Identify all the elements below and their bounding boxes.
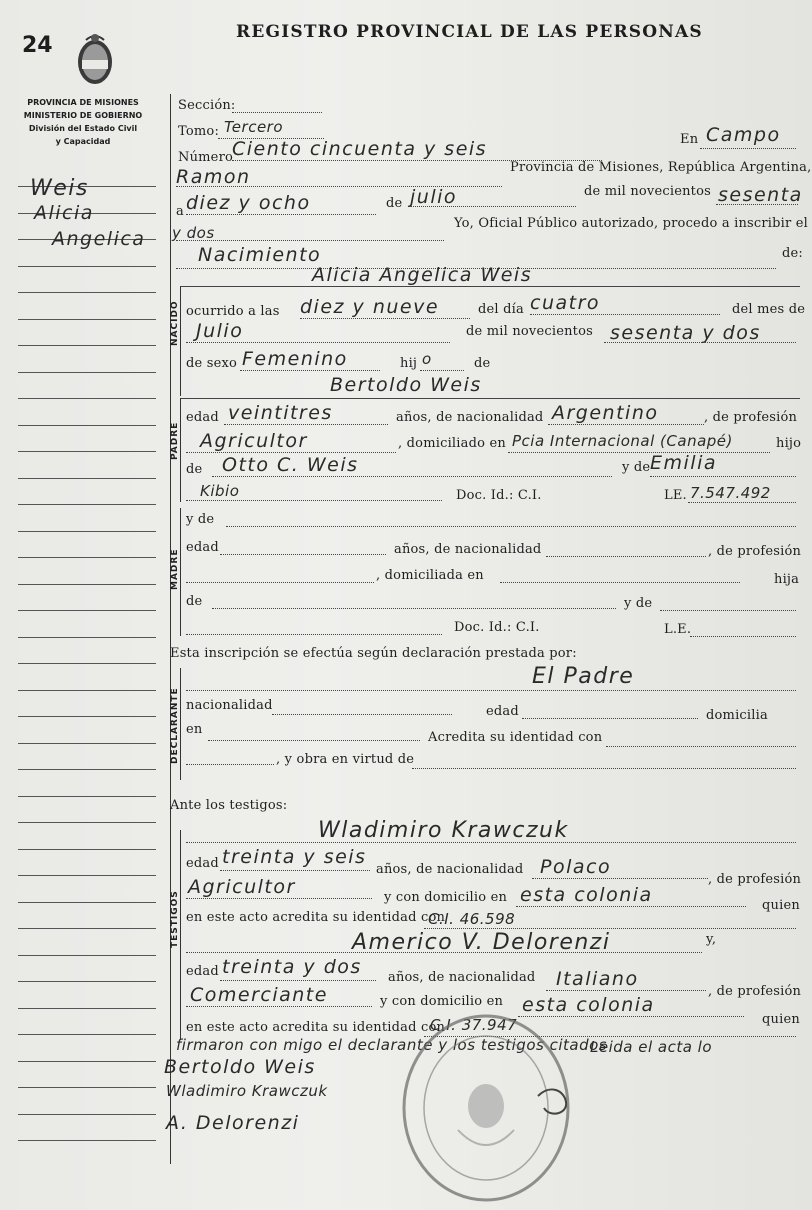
witness-1-profession: Agricultor <box>188 876 296 898</box>
margin-rule <box>18 1087 156 1088</box>
margin-rule <box>18 372 156 373</box>
issuing-authority <box>8 96 158 148</box>
margin-given-name-1: Alicia <box>34 202 94 224</box>
section-nacido-label: NACIDO <box>170 300 180 346</box>
madre-le-label: L.E. <box>664 622 692 637</box>
de-colon: de: <box>782 246 803 261</box>
closing-line: firmaron con migo el declarante y los testigos citados <box>176 1036 608 1054</box>
a-label: a <box>176 204 184 219</box>
birth-year-value: sesenta y dos <box>610 322 761 344</box>
declarante-en-label: en <box>186 722 203 737</box>
del-dia-label: del día <box>478 302 524 317</box>
section-declarante-label: DECLARANTE <box>170 687 180 764</box>
madre-dom-label: , domiciliada en <box>376 568 484 583</box>
madre-y-de2-label: y de <box>624 596 653 611</box>
margin-rule <box>18 345 156 346</box>
w2-edad-label: edad <box>186 964 219 979</box>
margin-rule <box>18 425 156 426</box>
tomo-value: Tercero <box>224 118 284 136</box>
w1-quien-label: quien <box>762 898 800 913</box>
document-title: REGISTRO PROVINCIAL DE LAS PERSONAS <box>236 22 703 42</box>
margin-surname: Weis <box>30 176 89 201</box>
de-label: de <box>386 196 403 211</box>
year-value-2: y dos <box>172 224 215 242</box>
margin-rule <box>18 822 156 823</box>
margin-rule <box>18 266 156 267</box>
margin-rule <box>18 1008 156 1009</box>
sexo-label: de sexo <box>186 356 238 371</box>
father-name-value: Bertoldo Weis <box>330 374 482 396</box>
margin-rule <box>18 1140 156 1141</box>
margin-rule <box>18 955 156 956</box>
mes-label: del mes de <box>732 302 806 317</box>
margin-rule <box>18 319 156 320</box>
numero-label: Número <box>178 150 234 165</box>
margin-rule <box>18 875 156 876</box>
margin-rule <box>18 531 156 532</box>
numero-value: Ciento cincuenta y seis <box>232 138 488 160</box>
w2-acredita-label: en este acto acredita su identidad con <box>186 1020 446 1035</box>
sexo-value: Femenino <box>242 348 348 370</box>
witness-1-age: treinta y seis <box>222 846 367 868</box>
margin-rule <box>18 398 156 399</box>
margin-rule <box>18 981 156 982</box>
seccion-label: Sección: <box>178 98 236 113</box>
margin-rule <box>18 796 156 797</box>
declarante-edad-label: edad <box>486 704 519 719</box>
signature-witness-1: Wladimiro Krawczuk <box>166 1082 328 1100</box>
padre-de-label: de <box>186 462 203 477</box>
official-seal-stamp <box>398 1010 574 1206</box>
margin-rule <box>18 1114 156 1115</box>
declarant-value: El Padre <box>532 664 635 689</box>
padre-doc-label: Doc. Id.: C.I. <box>456 488 542 503</box>
margin-rule <box>18 1034 156 1035</box>
madre-hija-label: hija <box>774 572 800 587</box>
signature-witness-2: A. Delorenzi <box>166 1112 300 1134</box>
witness-2-nationality: Italiano <box>556 968 639 990</box>
authority-division: División del Estado Civil <box>28 124 138 133</box>
year-label: de mil novecientos <box>584 184 711 199</box>
w1-edad-label: edad <box>186 856 219 871</box>
madre-edad-label: edad <box>186 540 219 555</box>
declarante-domicilia-label: domicilia <box>706 708 768 723</box>
hijo-label: hij <box>400 356 418 371</box>
margin-rule <box>18 663 156 664</box>
witness-1-nationality: Polaco <box>540 856 612 878</box>
margin-rule <box>18 610 156 611</box>
padre-prof-label: , de profesión <box>704 410 798 425</box>
witness-2-profession: Comerciante <box>190 984 328 1006</box>
declarante-obra-label: , y obra en virtud de <box>276 752 415 767</box>
coat-of-arms-icon <box>72 30 118 92</box>
witness-1-document: C.I. 46.598 <box>428 910 516 928</box>
padre-dom-label: , domiciliado en <box>398 436 506 451</box>
section-madre-label: MADRE <box>170 548 180 590</box>
w2-nac-label: años, de nacionalidad <box>388 970 536 985</box>
padre-edad-label: edad <box>186 410 219 425</box>
w2-prof-label: , de profesión <box>708 984 802 999</box>
margin-given-name-2: Angelica <box>52 228 146 250</box>
padre-y-de-label: y de <box>622 460 651 475</box>
authority-division-2: y Capacidad <box>55 137 111 146</box>
padre-hijo-label: hijo <box>776 436 802 451</box>
father-domicile-value: Pcia Internacional (Canapé) <box>512 432 733 450</box>
paternal-grandmother-value-2: Kibio <box>200 482 240 500</box>
margin-rule <box>18 690 156 691</box>
padre-nac-label: años, de nacionalidad <box>396 410 544 425</box>
declarante-intro: Esta inscripción se efectúa según declaración prestada por: <box>170 646 577 661</box>
witness-2-age: treinta y dos <box>222 956 362 978</box>
w1-dom-label: y con domicilio en <box>384 890 508 905</box>
w2-quien-label: quien <box>762 1012 800 1027</box>
closing-leida: Leida el acta lo <box>590 1038 713 1056</box>
nacido-year-label: de mil novecientos <box>466 324 593 339</box>
margin-rule <box>18 504 156 505</box>
officer-text: Yo, Oficial Público autorizado, procedo a inscribir el <box>454 216 809 231</box>
provincia-text: Provincia de Misiones, República Argentina, <box>510 160 812 175</box>
w1-nac-label: años, de nacionalidad <box>376 862 524 877</box>
madre-y-de-label: y de <box>186 512 215 527</box>
column-divider <box>170 94 171 1164</box>
birth-day-value: cuatro <box>530 292 601 314</box>
madre-prof-label: , de profesión <box>708 544 802 559</box>
margin-rule <box>18 584 156 585</box>
margin-rule <box>18 769 156 770</box>
witness-1-name: Wladimiro Krawczuk <box>318 818 569 843</box>
father-nationality-value: Argentino <box>552 402 659 424</box>
year-value-1: sesenta <box>718 184 803 206</box>
en-label: En <box>680 132 699 147</box>
margin-rule <box>18 557 156 558</box>
margin-rule <box>18 451 156 452</box>
birth-month-value: Julio <box>196 320 244 342</box>
father-le-value: 7.547.492 <box>690 484 771 502</box>
page-number: 24 <box>22 33 53 58</box>
w1-prof-label: , de profesión <box>708 872 802 887</box>
margin-rule <box>18 928 156 929</box>
birth-hour-value: diez y nueve <box>300 296 440 318</box>
authority-province: PROVINCIA DE MISIONES <box>27 98 139 107</box>
margin-rule <box>18 1061 156 1062</box>
father-age-value: veintitres <box>228 402 333 424</box>
w1-acredita-label: en este acto acredita su identidad con <box>186 910 446 925</box>
tomo-label: Tomo: <box>178 124 220 139</box>
w2-y-label: y, <box>706 932 717 947</box>
paternal-grandfather-value: Otto C. Weis <box>222 454 359 476</box>
declarante-nac-label: nacionalidad <box>186 698 273 713</box>
month-value: julio <box>410 186 458 208</box>
margin-rule <box>18 478 156 479</box>
testigos-intro: Ante los testigos: <box>170 798 288 813</box>
margin-rule <box>18 902 156 903</box>
declarante-acredita-label: Acredita su identidad con <box>428 730 603 745</box>
witness-2-document: C.I. 37.947 <box>430 1016 518 1034</box>
act-type-value: Nacimiento <box>198 244 322 266</box>
signature-father: Bertoldo Weis <box>164 1056 316 1078</box>
father-profession-value: Agricultor <box>200 430 308 452</box>
witness-2-name: Americo V. Delorenzi <box>352 930 611 955</box>
authority-ministry: MINISTERIO DE GOBIERNO <box>23 111 143 120</box>
paternal-grandmother-value-1: Emilia <box>650 452 717 474</box>
hijo-suffix: o <box>422 350 432 368</box>
section-testigos-label: TESTIGOS <box>170 890 180 948</box>
seccion-line <box>232 112 322 113</box>
madre-doc-label: Doc. Id.: C.I. <box>454 620 540 635</box>
w2-dom-label: y con domicilio en <box>380 994 504 1009</box>
ocurrido-label: ocurrido a las <box>186 304 280 319</box>
witness-2-domicile: esta colonia <box>522 994 655 1016</box>
place-value-2: Ramon <box>176 166 251 188</box>
margin-rule <box>18 743 156 744</box>
madre-de-label: de <box>186 594 203 609</box>
margin-rule <box>18 292 156 293</box>
margin-rule <box>18 637 156 638</box>
nacido-de-label: de <box>474 356 491 371</box>
child-name-value: Alicia Angelica Weis <box>312 264 533 286</box>
margin-rule <box>18 849 156 850</box>
madre-nac-label: años, de nacionalidad <box>394 542 542 557</box>
padre-le-label: LE. <box>664 488 687 503</box>
place-value: Campo <box>706 124 781 146</box>
section-padre-label: PADRE <box>170 421 180 460</box>
witness-1-domicile: esta colonia <box>520 884 653 906</box>
day-value: diez y ocho <box>186 192 311 214</box>
margin-rule <box>18 716 156 717</box>
